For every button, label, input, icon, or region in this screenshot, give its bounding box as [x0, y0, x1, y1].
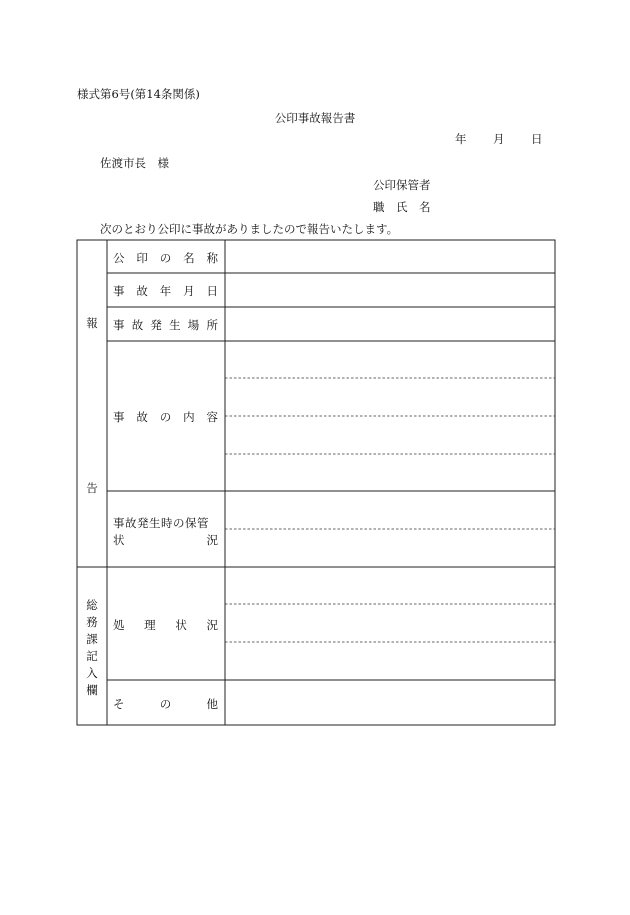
date-line [455, 131, 543, 147]
official-name-label: 職 氏 名 [373, 200, 431, 214]
label-accident-date: 事 故 年 月 日 [113, 284, 218, 298]
admin-section-char: 記 [86, 649, 98, 663]
label-other: そ の 他 [113, 697, 218, 711]
seal-keeper-label: 公印保管者 [373, 178, 431, 192]
addressee: 佐渡市長 様 [100, 156, 169, 170]
date-day: 日 [531, 132, 543, 146]
label-handling-status: 処 理 状 況 [113, 618, 218, 632]
label-storage-status-line1: 事故発生時の保管 [113, 516, 209, 530]
label-storage-status-line2: 状 況 [113, 533, 218, 547]
label-accident-place: 事 故 発 生 場 所 [113, 318, 218, 332]
label-seal-name: 公 印 の 名 称 [113, 251, 218, 265]
admin-section-char: 欄 [86, 683, 98, 697]
report-statement: 次のとおり公印に事故がありましたので報告いたします。 [100, 222, 399, 236]
report-section-char: 報 [86, 316, 98, 330]
report-section-char: 告 [86, 481, 98, 495]
form-number: 様式第6号(第14条関係) [77, 87, 200, 101]
admin-section-char: 課 [86, 632, 98, 646]
label-accident-content: 事 故 の 内 容 [113, 410, 218, 424]
date-month: 月 [493, 132, 505, 146]
admin-section-char: 入 [86, 666, 98, 680]
admin-section-char: 務 [86, 615, 98, 629]
table-border [77, 240, 555, 725]
admin-section-char: 総 [86, 598, 98, 612]
document-title: 公印事故報告書 [274, 111, 356, 125]
date-year: 年 [455, 132, 467, 146]
